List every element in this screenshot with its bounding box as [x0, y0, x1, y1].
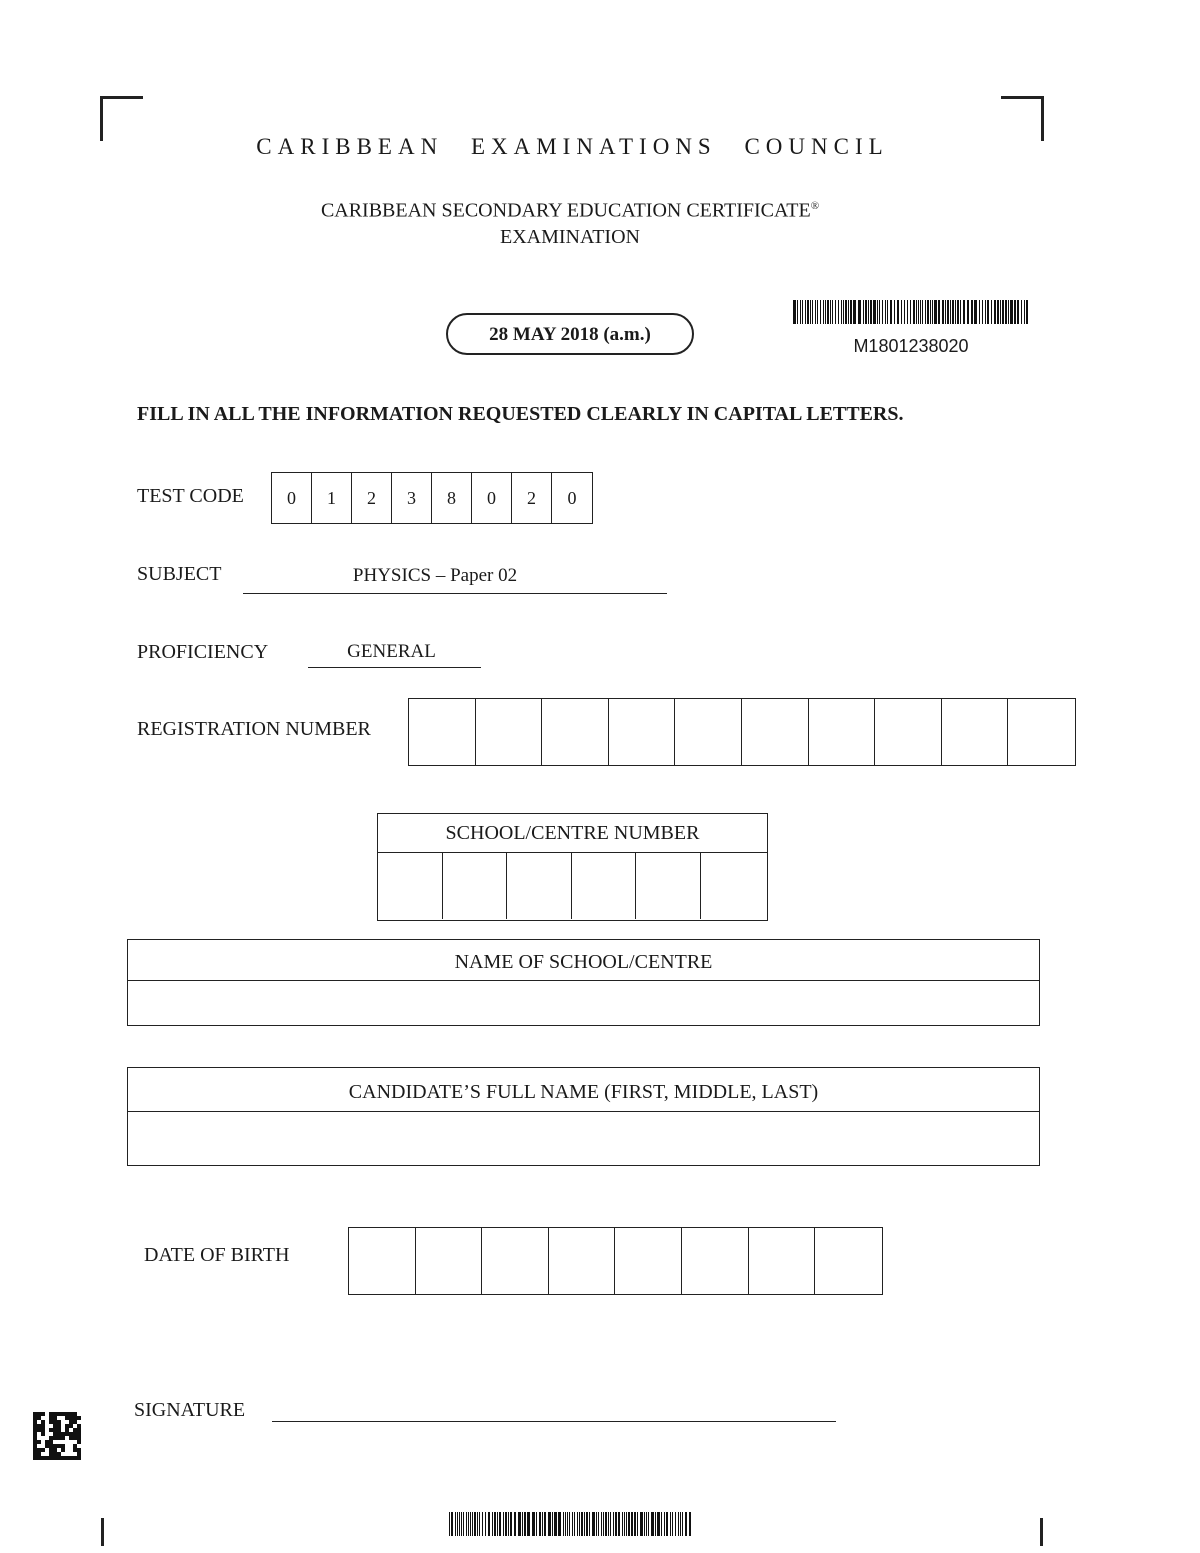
test-code-digit: 0	[472, 473, 512, 523]
school-centre-number-panel	[377, 813, 768, 921]
bottom-barcode-icon	[449, 1512, 693, 1536]
date-of-birth-boxes	[348, 1227, 883, 1295]
data-matrix-code-icon	[33, 1411, 81, 1461]
school-centre-number-label: SCHOOL/CENTRE NUMBER	[378, 814, 767, 853]
test-code-digit: 2	[512, 473, 552, 523]
candidate-name-field[interactable]	[128, 1112, 1039, 1165]
instruction-text: FILL IN ALL THE INFORMATION REQUESTED CLEARLY IN CAPITAL LETTERS.	[137, 403, 904, 425]
test-code-digit: 3	[392, 473, 432, 523]
candidate-name-panel	[127, 1067, 1040, 1166]
test-code-digit: 1	[312, 473, 352, 523]
certificate-title	[0, 193, 1140, 250]
council-title: CARIBBEAN EXAMINATIONS COUNCIL	[256, 134, 889, 159]
registration-number-box[interactable]	[809, 699, 876, 765]
school-centre-number-box[interactable]	[507, 853, 572, 919]
barcode-icon	[793, 300, 1029, 324]
registration-number-box[interactable]	[875, 699, 942, 765]
date-of-birth-box[interactable]	[682, 1228, 749, 1294]
test-code-digit: 8	[432, 473, 472, 523]
subject-field[interactable]	[243, 565, 667, 594]
test-code-digit: 0	[567, 488, 577, 508]
registration-number-box[interactable]	[476, 699, 543, 765]
certificate-line-1: CARIBBEAN SECONDARY EDUCATION CERTIFICATE	[320, 199, 811, 222]
proficiency-value: GENERAL	[347, 641, 436, 662]
registration-number-box[interactable]	[942, 699, 1009, 765]
registration-number-box[interactable]	[742, 699, 809, 765]
school-centre-number-boxes	[378, 853, 767, 919]
registration-number-box[interactable]	[609, 699, 676, 765]
date-of-birth-box[interactable]	[749, 1228, 816, 1294]
test-code-boxes	[271, 472, 593, 524]
date-of-birth-box[interactable]	[549, 1228, 616, 1294]
registration-number-box[interactable]	[675, 699, 742, 765]
subject-value: PHYSICS – Paper 02	[352, 565, 518, 586]
school-centre-number-box[interactable]	[701, 853, 766, 919]
proficiency-field[interactable]	[308, 641, 481, 668]
exam-date: 28 MAY 2018 (a.m.)	[446, 313, 694, 355]
school-centre-number-box[interactable]	[572, 853, 637, 919]
signature-field[interactable]	[272, 1397, 836, 1422]
school-name-field[interactable]	[128, 981, 1039, 1025]
registration-number-boxes	[408, 698, 1076, 766]
certificate-line-2: EXAMINATION	[500, 225, 640, 248]
date-of-birth-box[interactable]	[349, 1228, 416, 1294]
barcode-number: M1801238020	[853, 336, 969, 356]
test-code-digit: 2	[352, 473, 392, 523]
date-of-birth-box[interactable]	[416, 1228, 483, 1294]
corner-mark-bottom-left	[101, 1518, 104, 1546]
date-of-birth-box[interactable]	[482, 1228, 549, 1294]
subject-label: SUBJECT	[137, 563, 222, 585]
candidate-name-label: CANDIDATE’S FULL NAME (FIRST, MIDDLE, LAST)	[128, 1068, 1039, 1112]
date-of-birth-box[interactable]	[815, 1228, 882, 1294]
school-name-label: NAME OF SCHOOL/CENTRE	[128, 940, 1039, 981]
registration-number-box[interactable]	[1008, 699, 1075, 765]
signature-label: SIGNATURE	[134, 1399, 246, 1421]
registered-mark: ®	[810, 200, 820, 212]
school-centre-number-box[interactable]	[636, 853, 701, 919]
registration-number-label: REGISTRATION NUMBER	[137, 718, 371, 740]
date-of-birth-label: DATE OF BIRTH	[144, 1244, 290, 1266]
date-of-birth-box[interactable]	[615, 1228, 682, 1294]
registration-number-box[interactable]	[542, 699, 609, 765]
school-centre-number-box[interactable]	[378, 853, 443, 919]
top-barcode	[793, 300, 1029, 357]
corner-mark-bottom-right	[1040, 1518, 1043, 1546]
registration-number-box[interactable]	[409, 699, 476, 765]
school-centre-number-box[interactable]	[443, 853, 508, 919]
test-code-digit: 0	[272, 473, 312, 523]
proficiency-label: PROFICIENCY	[137, 641, 269, 663]
test-code-label: TEST CODE	[137, 485, 244, 507]
school-name-panel	[127, 939, 1040, 1026]
